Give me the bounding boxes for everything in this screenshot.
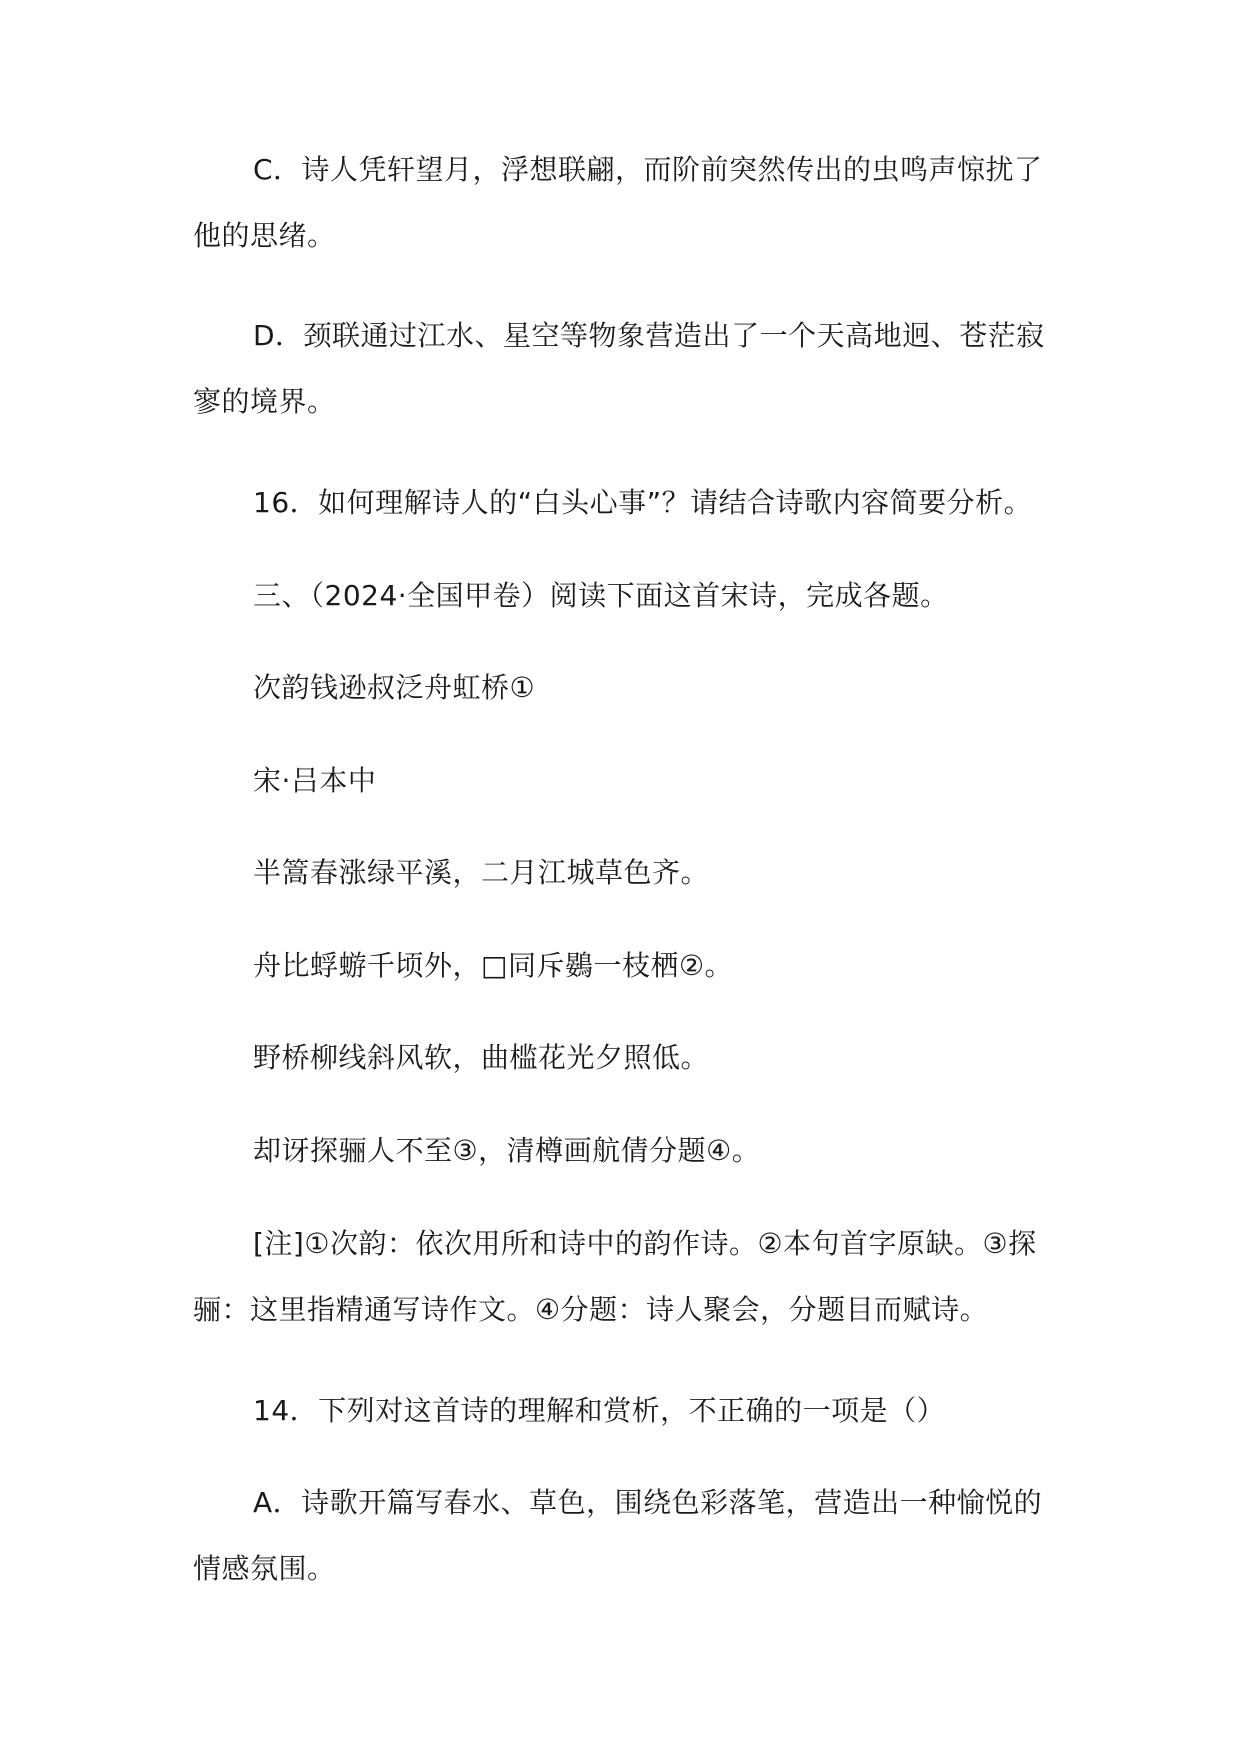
question-14-text: 14．下列对这首诗的理解和赏析，不正确的一项是（）: [253, 1394, 946, 1427]
option-a-text: A．诗歌开篇写春水、草色，围绕色彩落笔，营造出一种愉悦的情感氛围。: [193, 1486, 1043, 1585]
section-heading: 三、（2024·全国甲卷）阅读下面这首宋诗，完成各题。: [253, 579, 949, 612]
poem-line: 却讶探骊人不至③，清樽画航倩分题④。: [253, 1134, 761, 1167]
poem-title: 次韵钱逊叔泛舟虹桥①: [253, 671, 536, 704]
poem-line: 半篙春涨绿平溪，二月江城草色齐。: [253, 856, 710, 889]
question-16-text: 16．如何理解诗人的“白头心事”？请结合诗歌内容简要分析。: [253, 486, 1033, 519]
poem-line: 舟比蜉蝣千顷外，□同斥鷃一枝栖②。: [253, 949, 734, 982]
poem-line: 野桥柳线斜风软，曲槛花光夕照低。: [253, 1041, 710, 1074]
poem-notes: [注]①次韵：依次用所和诗中的韵作诗。②本句首字原缺。③探骊：这里指精通写诗作文。④分题：诗人聚会，分题目而赋诗。: [193, 1227, 1037, 1326]
option-c-text: C．诗人凭轩望月，浮想联翩，而阶前突然传出的虫鸣声惊扰了他的思绪。: [193, 153, 1043, 252]
poem-author: 宋·吕本中: [253, 764, 377, 797]
option-d-text: D．颈联通过江水、星空等物象营造出了一个天高地迥、苍茫寂寥的境界。: [193, 319, 1045, 418]
